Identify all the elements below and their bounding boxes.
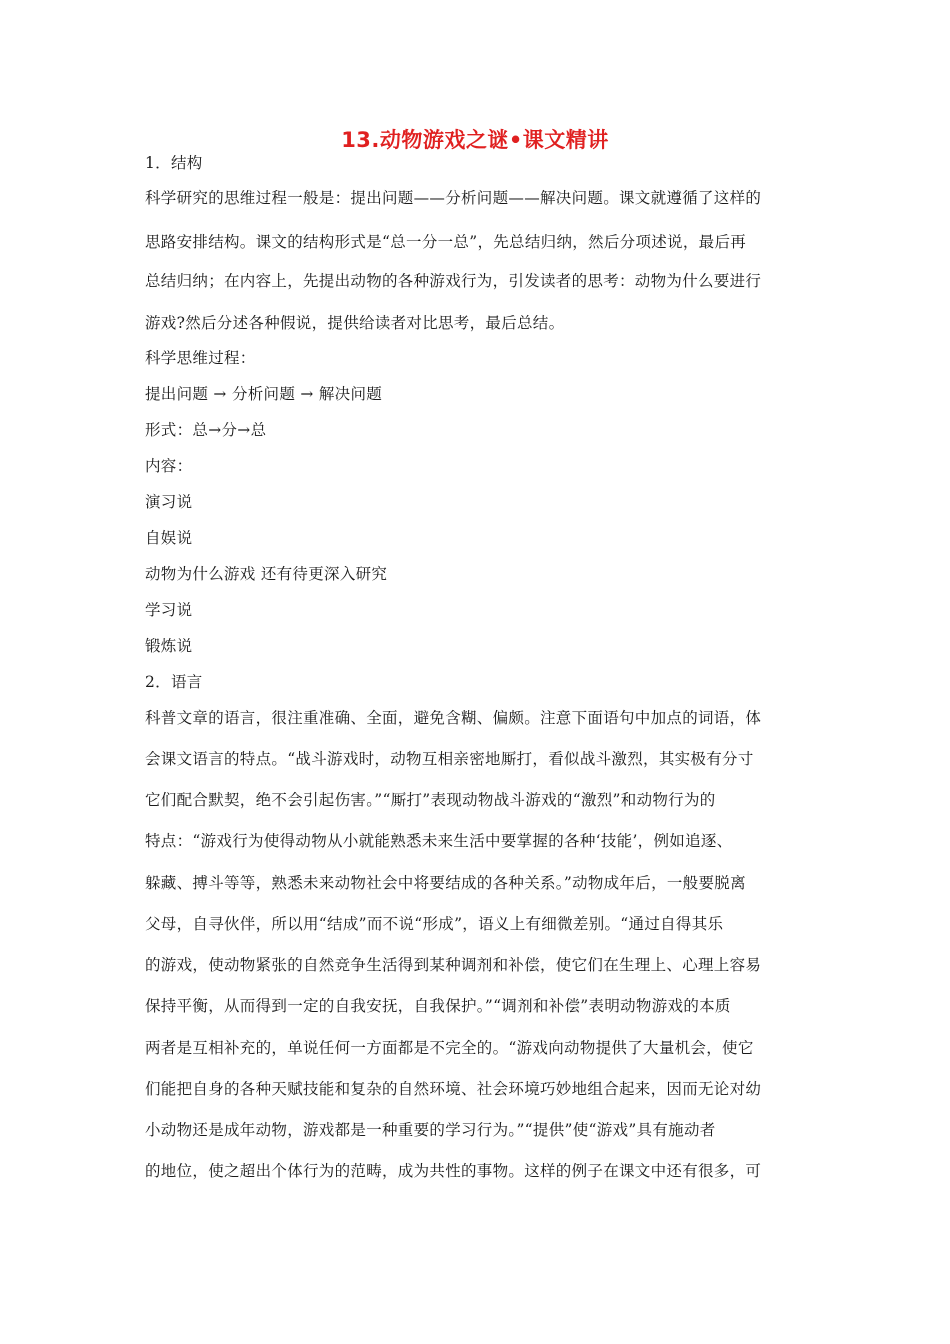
paragraph-line: 躲藏、搏斗等等，熟悉未来动物社会中将要结成的各种关系。”动物成年后，一般要脱离 [145,874,746,892]
list-item: 自娱说 [145,529,193,547]
form-line: 形式：总→分→总 [145,421,267,439]
page-title: 13.动物游戏之谜•课文精讲 [341,128,609,152]
paragraph-line: 游戏?然后分述各种假说，提供给读者对比思考，最后总结。 [145,314,565,332]
list-label: 科学思维过程： [145,349,256,367]
paragraph-line: 两者是互相补充的，单说任何一方面都是不完全的。“游戏向动物提供了大量机会，使它 [145,1039,754,1057]
flow-line: 提出问题 → 分析问题 → 解决问题 [145,385,383,403]
list-item: 学习说 [145,601,193,619]
paragraph-line: 保持平衡，从而得到一定的自我安抚，自我保护。”“调剂和补偿”表明动物游戏的本质 [145,997,731,1015]
paragraph-line: 科学研究的思维过程一般是：提出问题——分析问题——解决问题。课文就遵循了这样的 [145,189,762,207]
paragraph-line: 总结归纳；在内容上，先提出动物的各种游戏行为，引发读者的思考：动物为什么要进行 [145,272,762,290]
paragraph-line: 思路安排结构。课文的结构形式是“总一分一总”，先总结归纳，然后分项述说，最后再 [145,233,747,251]
paragraph-line: 小动物还是成年动物，游戏都是一种重要的学习行为。”“提供”使“游戏”具有施动者 [145,1121,716,1139]
paragraph-line: 特点：“游戏行为使得动物从小就能熟悉未来生活中要掌握的各种‘技能’，例如追逐、 [145,832,733,850]
list-item: 动物为什么游戏 还有待更深入研究 [145,565,388,583]
paragraph-line: 的游戏，使动物紧张的自然竞争生活得到某种调剂和补偿，使它们在生理上、心理上容易 [145,956,762,974]
section-heading-language: 2．语言 [145,673,203,691]
paragraph-line: 科普文章的语言，很注重准确、全面，避免含糊、偏颇。注意下面语句中加点的词语，体 [145,709,762,727]
paragraph-line: 们能把自身的各种天赋技能和复杂的自然环境、社会环境巧妙地组合起来，因而无论对幼 [145,1080,762,1098]
list-label: 内容： [145,457,193,475]
paragraph-line: 它们配合默契，绝不会引起伤害。”“厮打”表现动物战斗游戏的“激烈”和动物行为的 [145,791,716,809]
paragraph-line: 的地位，使之超出个体行为的范畴，成为共性的事物。这样的例子在课文中还有很多，可 [145,1162,762,1180]
paragraph-line: 父母，自寻伙伴，所以用“结成”而不说“形成”，语义上有细微差别。“通过自得其乐 [145,915,724,933]
list-item: 锻炼说 [145,637,193,655]
paragraph-line: 会课文语言的特点。“战斗游戏时，动物互相亲密地厮打，看似战斗激烈，其实极有分寸 [145,750,754,768]
section-heading-structure: 1．结构 [145,154,203,172]
list-item: 演习说 [145,493,193,511]
